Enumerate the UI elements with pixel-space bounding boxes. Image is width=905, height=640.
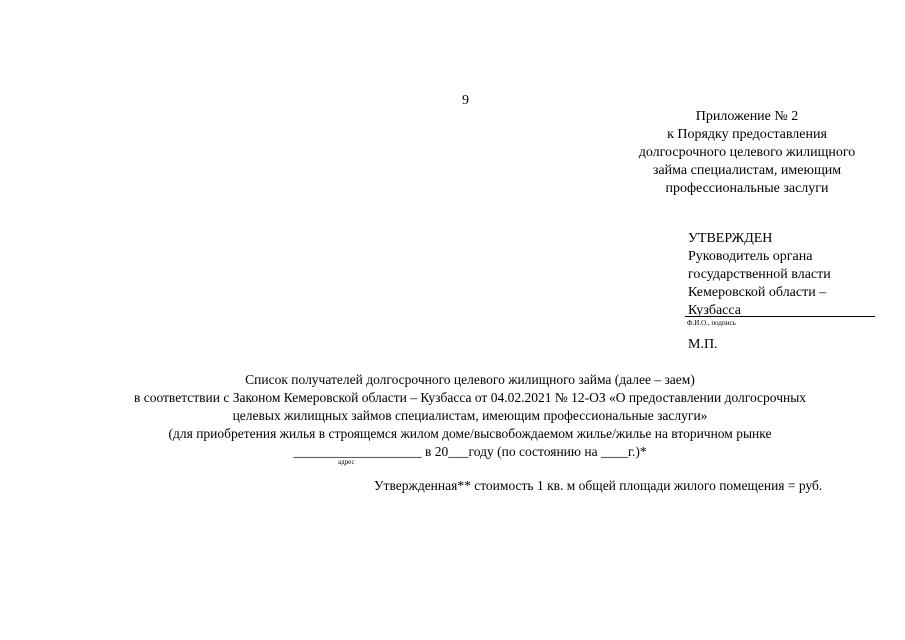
stamp-mark: М.П. <box>688 337 718 352</box>
approval-position-line: государственной власти <box>688 267 831 282</box>
approval-position-line: Кузбасса <box>688 303 741 318</box>
signature-line <box>685 316 875 317</box>
title-line: целевых жилищных займов специалистам, имеющим профессиональные заслуги» <box>232 408 708 423</box>
appendix-header <box>612 108 882 198</box>
approval-block <box>688 230 831 320</box>
appendix-line: профессиональные заслуги <box>665 181 829 196</box>
title-line: ___________________ в 20___году (по состоянию на ____г.)* <box>293 444 647 459</box>
cost-statement: Утвержденная** стоимость 1 кв. м общей площади жилого помещения = руб. <box>374 478 823 493</box>
appendix-line: Приложение № 2 <box>695 109 799 124</box>
approval-position-line: Кемеровской области – <box>688 285 827 300</box>
title-line: (для приобретения жилья в строящемся жилом доме/высвобождаемом жилье/жилье на вторичном рынке <box>168 426 772 441</box>
address-caption: адрес <box>338 458 355 466</box>
document-title <box>60 371 880 461</box>
approval-title: УТВЕРЖДЕН <box>688 231 773 246</box>
page-number: 9 <box>462 93 469 108</box>
appendix-line: к Порядку предоставления <box>667 127 827 142</box>
title-line: Список получателей долгосрочного целевого жилищного займа (далее – заем) <box>245 372 695 387</box>
appendix-line: долгосрочного целевого жилищного <box>638 145 856 160</box>
signature-caption: Ф.И.О., подпись <box>687 319 736 327</box>
title-line: в соответствии с Законом Кемеровской области – Кузбасса от 04.02.2021 № 12-ОЗ «О предоставлении долгосрочных <box>133 390 807 405</box>
approval-position-line: Руководитель органа <box>688 249 813 264</box>
appendix-line: займа специалистам, имеющим <box>652 163 842 178</box>
